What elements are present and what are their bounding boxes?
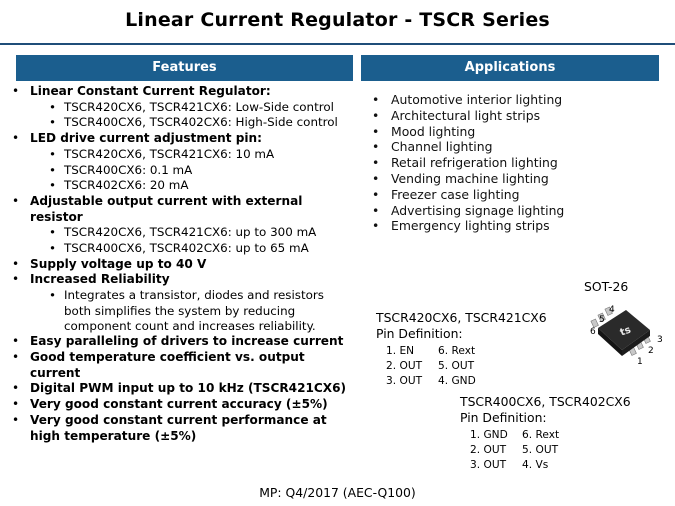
part-numbers-2: TSCR400CX6, TSCR402CX6 bbox=[460, 394, 631, 409]
features-header: Features bbox=[16, 55, 353, 81]
feature-text: Increased Reliability bbox=[30, 272, 170, 287]
feature-text: Linear Constant Current Regulator: bbox=[30, 84, 271, 98]
application-item: • Automotive interior lighting bbox=[370, 92, 670, 108]
feature-text: Adjustable output current with external resistor bbox=[30, 193, 303, 224]
pin-definition-block-2 bbox=[460, 394, 631, 473]
features-list bbox=[8, 84, 358, 444]
pin-number-1: 1 bbox=[637, 357, 643, 367]
svg-text:ts: ts bbox=[618, 324, 633, 339]
sot26-package-image bbox=[586, 300, 666, 374]
feature-text: Very good constant current performance at high temperature (±5%) bbox=[30, 412, 327, 443]
pin-table-2 bbox=[460, 428, 559, 473]
feature-subitem: • TSCR420CX6, TSCR421CX6: up to 300 mA bbox=[30, 225, 358, 241]
feature-item bbox=[8, 272, 358, 334]
pin-number-4: 4 bbox=[609, 305, 615, 315]
pin-cell: 6. Rext bbox=[438, 345, 476, 357]
feature-item bbox=[8, 257, 358, 273]
feature-text: Very good constant current accuracy (±5%) bbox=[30, 397, 328, 412]
pin-number-6: 6 bbox=[590, 327, 596, 337]
feature-item bbox=[8, 194, 358, 257]
pin-cell: 4. Vs bbox=[522, 459, 549, 471]
application-item: • Retail refrigeration lighting bbox=[370, 155, 670, 171]
part-numbers-1: TSCR420CX6, TSCR421CX6 bbox=[376, 310, 547, 325]
pin-cell: 6. Rext bbox=[522, 429, 560, 441]
feature-subitem: • TSCR400CX6, TSCR402CX6: High-Side control bbox=[30, 115, 358, 131]
footer-note: MP: Q4/2017 (AEC-Q100) bbox=[259, 485, 416, 500]
application-item: • Channel lighting bbox=[370, 139, 670, 155]
feature-item bbox=[8, 84, 358, 131]
pin-cell: 3. OUT bbox=[386, 375, 423, 387]
feature-subitem: • TSCR402CX6: 20 mA bbox=[30, 178, 358, 194]
pin-definition-label-2: Pin Definition: bbox=[460, 410, 547, 425]
feature-sublist bbox=[30, 147, 358, 194]
feature-item bbox=[8, 131, 358, 194]
applications-header: Applications bbox=[361, 55, 659, 81]
package-label: SOT-26 bbox=[584, 279, 629, 294]
application-item: • Architectural light strips bbox=[370, 108, 670, 124]
application-item: • Vending machine lighting bbox=[370, 171, 670, 187]
feature-text: Supply voltage up to 40 V bbox=[30, 256, 207, 271]
pin-row bbox=[460, 443, 559, 458]
title-divider bbox=[0, 43, 675, 45]
pin-row bbox=[376, 359, 476, 374]
pin-row bbox=[376, 374, 476, 389]
feature-sublist bbox=[30, 225, 358, 256]
feature-subitem: • TSCR400CX6, TSCR402CX6: up to 65 mA bbox=[30, 241, 358, 257]
pin-cell: 2. OUT bbox=[386, 360, 423, 372]
applications-list bbox=[370, 92, 670, 234]
feature-subitem: • TSCR420CX6, TSCR421CX6: Low-Side control bbox=[30, 100, 358, 116]
application-item: • Freezer case lighting bbox=[370, 187, 670, 203]
pin-cell: 4. GND bbox=[438, 375, 476, 387]
application-item: • Advertising signage lighting bbox=[370, 203, 670, 219]
pin-definition-block-1 bbox=[376, 310, 547, 389]
page-title: Linear Current Regulator - TSCR Series bbox=[125, 9, 550, 31]
pin-cell: 5. OUT bbox=[522, 444, 559, 456]
pin-definition-label-1: Pin Definition: bbox=[376, 326, 463, 341]
feature-subitem: • Integrates a transistor, diodes and resistors both simplifies the system by reducing component count and increases reliability. bbox=[30, 288, 354, 334]
feature-item bbox=[8, 397, 358, 413]
pin-row bbox=[376, 344, 476, 359]
feature-text: LED drive current adjustment pin: bbox=[30, 131, 262, 146]
pin-cell: 1. GND bbox=[470, 429, 508, 441]
feature-sublist bbox=[30, 288, 358, 334]
pin-cell: 5. OUT bbox=[438, 360, 475, 372]
pin-cell: 3. OUT bbox=[470, 459, 507, 471]
feature-text: Easy paralleling of drivers to increase current bbox=[30, 334, 344, 349]
application-item: • Emergency lighting strips bbox=[370, 218, 670, 234]
pin-number-5: 5 bbox=[599, 315, 605, 325]
pin-cell: 1. EN bbox=[386, 345, 415, 357]
feature-item bbox=[8, 413, 358, 444]
pin-row bbox=[460, 428, 559, 443]
pin-row bbox=[460, 458, 559, 473]
feature-text: Digital PWM input up to 10 kHz (TSCR421CX6) bbox=[30, 381, 347, 396]
application-item: • Mood lighting bbox=[370, 124, 670, 140]
feature-item bbox=[8, 381, 358, 397]
feature-subitem: • TSCR420CX6, TSCR421CX6: 10 mA bbox=[30, 147, 358, 163]
feature-text: Good temperature coefficient vs. output current bbox=[30, 350, 305, 380]
feature-subitem: • TSCR400CX6: 0.1 mA bbox=[30, 163, 358, 179]
feature-item bbox=[8, 350, 358, 381]
chip-icon bbox=[586, 300, 666, 370]
feature-item bbox=[8, 334, 358, 350]
pin-table-1 bbox=[376, 344, 476, 389]
pin-number-3: 3 bbox=[657, 335, 663, 345]
feature-sublist bbox=[30, 100, 358, 131]
pin-number-2: 2 bbox=[648, 346, 654, 356]
pin-cell: 2. OUT bbox=[470, 444, 507, 456]
